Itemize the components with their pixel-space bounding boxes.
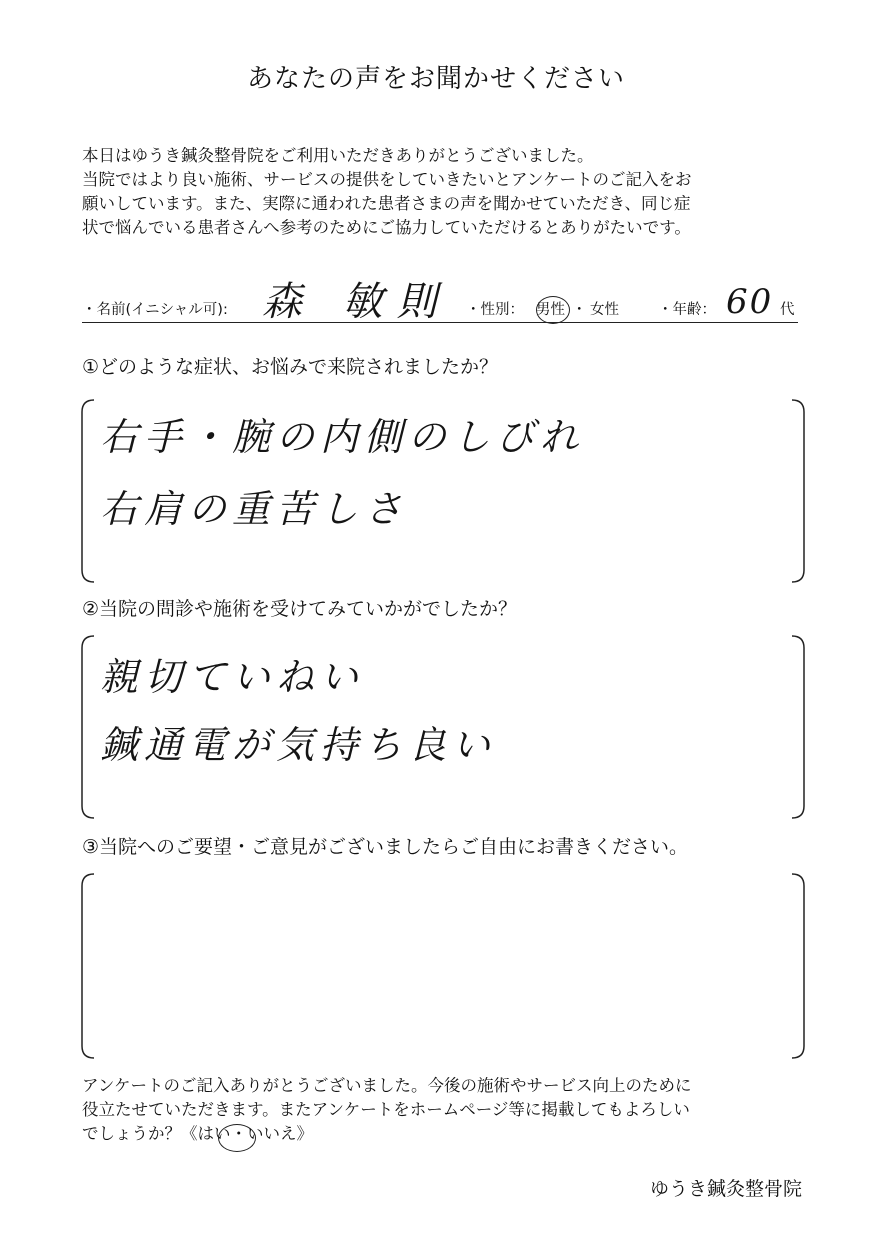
name-label: ・名前(イニシャル可): bbox=[82, 302, 228, 318]
intro-line: 当院ではより良い施術、サービスの提供をしていきたいとアンケートのご記入をお bbox=[82, 170, 692, 189]
answer-line: 鍼通電が気持ち良い bbox=[100, 723, 497, 767]
outro-line: アンケートのご記入ありがとうございました。今後の施術やサービス向上のために bbox=[82, 1076, 692, 1095]
answer-box-3[interactable] bbox=[80, 872, 806, 1060]
name-value[interactable]: 森 敏則 bbox=[262, 279, 451, 325]
gender-separator: ・ bbox=[572, 302, 587, 318]
selected-circle-mark bbox=[218, 1124, 256, 1152]
question-1-label: ①どのような症状、お悩みで来院されましたか？ bbox=[82, 356, 499, 378]
answer-line: 親切ていねい bbox=[100, 655, 365, 699]
age-label: ・年齢： bbox=[658, 302, 716, 318]
age-value[interactable]: 60 bbox=[726, 282, 774, 322]
name-row-underline bbox=[82, 322, 798, 323]
answer-box-1[interactable] bbox=[80, 398, 806, 584]
question-2-label: ②当院の問診や施術を受けてみていかがでしたか？ bbox=[82, 598, 518, 620]
answer-line: 右肩の重苦しさ bbox=[100, 487, 409, 531]
clinic-name: ゆうき鍼灸整骨院 bbox=[649, 1178, 802, 1200]
answer-box-2[interactable] bbox=[80, 634, 806, 820]
answer-line: 右手・腕の内側のしびれ bbox=[100, 415, 585, 459]
age-suffix: 代 bbox=[780, 302, 795, 318]
gender-label: ・性別： bbox=[466, 302, 524, 318]
intro-text bbox=[82, 144, 802, 240]
bracket-frame bbox=[80, 872, 806, 1060]
outro-line: 役立たせていただきます。またアンケートをホームページ等に掲載してもよろしい bbox=[82, 1100, 690, 1119]
gender-male-option[interactable]: 男性 bbox=[536, 302, 565, 318]
question-3-label: ③当院へのご要望・ご意見がございましたらご自由にお書きください。 bbox=[82, 836, 689, 858]
selected-circle-mark bbox=[536, 296, 570, 324]
intro-line: 状で悩んでいる患者さんへ参考のためにご協力していただけるとありがたいです。 bbox=[82, 218, 691, 237]
outro-text bbox=[82, 1074, 802, 1146]
page-title: あなたの声をお聞かせください bbox=[246, 64, 625, 94]
intro-line: 願いしています。また、実際に通われた患者さまの声を聞かせていただき、同じ症 bbox=[82, 194, 691, 213]
gender-female-option[interactable]: 女性 bbox=[590, 302, 619, 318]
intro-line: 本日はゆうき鍼灸整骨院をご利用いただきありがとうございました。 bbox=[82, 146, 594, 165]
outro-line: でしょうか？《はい・いいえ》 bbox=[82, 1124, 313, 1143]
